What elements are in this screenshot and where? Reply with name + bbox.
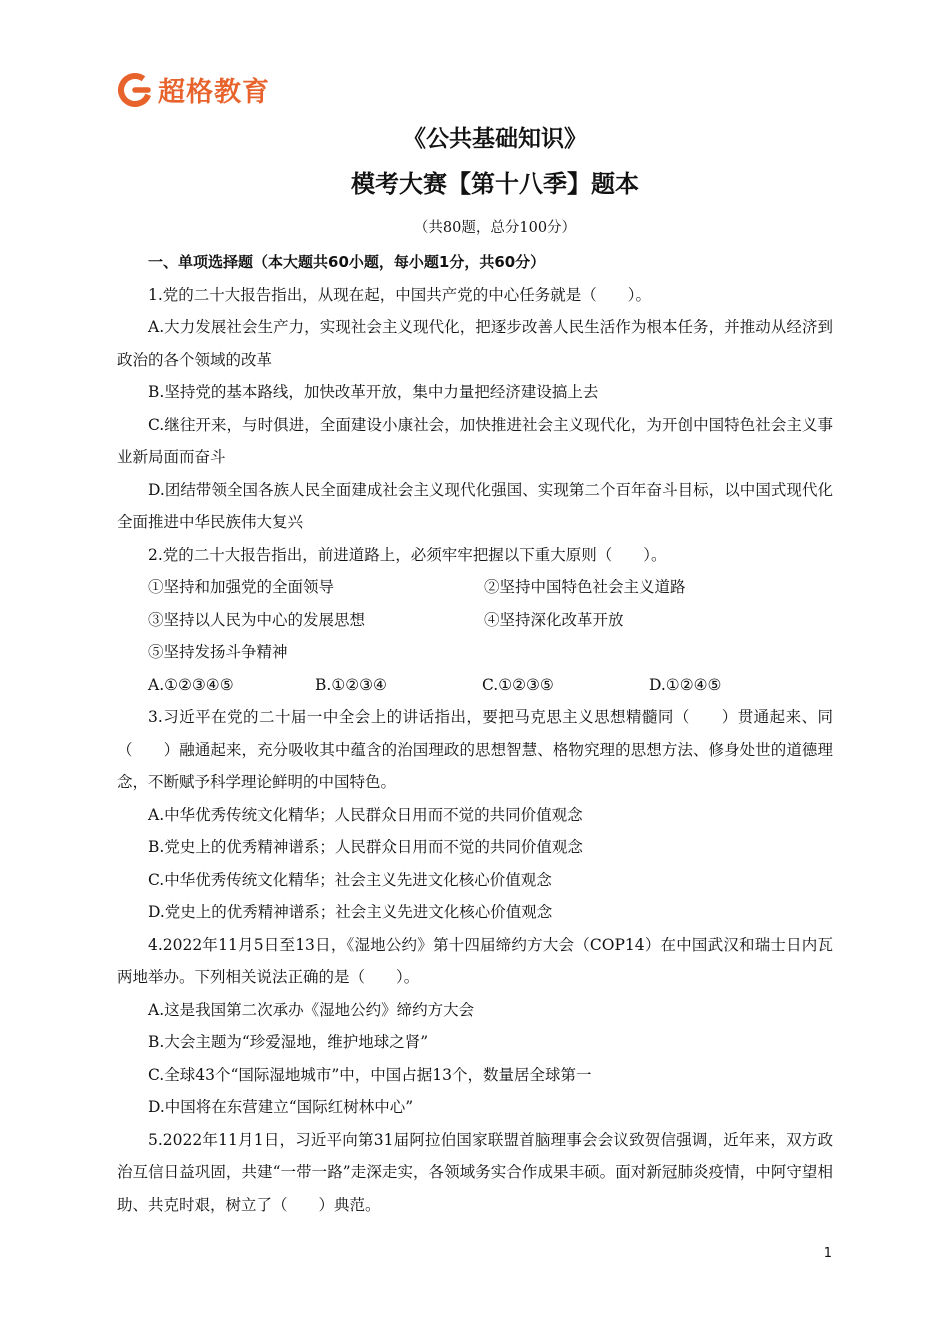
- question-1-option-b: B.坚持党的基本路线，加快改革开放，集中力量把经济建设搞上去: [148, 383, 599, 401]
- question-2-statement-3: ③坚持以人民为中心的发展思想: [148, 610, 366, 629]
- question-2-statements-row-1: [117, 571, 833, 604]
- question-2-options: [117, 669, 833, 702]
- question-3-option-c: C.中华优秀传统文化精华；社会主义先进文化核心价值观念: [148, 870, 552, 889]
- section-title: 一、单项选择题（本大题共60小题，每小题1分，共60分）: [148, 253, 546, 271]
- question-1-stem: 1.党的二十大报告指出，从现在起，中国共产党的中心任务就是（ ）。: [148, 285, 652, 304]
- question-2-stem: 2.党的二十大报告指出，前进道路上，必须牢牢把握以下重大原则（ ）。: [148, 545, 667, 564]
- question-4-option-b: B.大会主题为“珍爱湿地，维护地球之肾”: [148, 1033, 429, 1051]
- document-title: 《公共基础知识》: [403, 126, 587, 152]
- question-2-statement-2: ②坚持中国特色社会主义道路: [484, 578, 686, 596]
- question-1-option-a: A.大力发展社会生产力，实现社会主义现代化，把逐步改善人民生活作为根本任务，并推动从经济到政治的各个领域的改革: [117, 318, 833, 369]
- question-4-option-a: A.这是我国第二次承办《湿地公约》缔约方大会: [148, 1000, 475, 1019]
- question-3-option-a: A.中华优秀传统文化精华；人民群众日用而不觉的共同价值观念: [148, 805, 583, 824]
- page-number: 1: [823, 1246, 832, 1261]
- question-2-statement-1: ①坚持和加强党的全面领导: [148, 578, 335, 596]
- question-4-stem: 4.2022年11月5日至13日，《湿地公约》第十四届缔约方大会（COP14）在中国武汉和瑞士日内瓦两地举办。下列相关说法正确的是（ ）。: [117, 935, 833, 986]
- question-1-option-c: C.继往开来，与时俱进，全面建设小康社会，加快推进社会主义现代化，为开创中国特色社会主义事业新局面而奋斗: [117, 415, 833, 466]
- document-meta: （共80题，总分100分）: [413, 220, 577, 236]
- brand-name: 超格教育: [158, 77, 270, 108]
- brand-logo: [118, 70, 270, 109]
- question-list: [117, 246, 833, 1221]
- question-2-statement-5: ⑤坚持发扬斗争精神: [148, 643, 288, 661]
- question-4-option-c: C.全球43个“国际湿地城市”中，中国占据13个，数量居全球第一: [148, 1065, 592, 1084]
- question-3-option-d: D.党史上的优秀精神谱系；社会主义先进文化核心价值观念: [148, 903, 553, 921]
- brand-logo-icon: [118, 73, 152, 107]
- question-4-option-d: D.中国将在东营建立“国际红树林中心”: [148, 1098, 414, 1116]
- question-5-stem: 5.2022年11月1日，习近平向第31届阿拉伯国家联盟首脑理事会会议致贺信强调，近年来，双方政治互信日益巩固，共建“一带一路”走深走实，各领域务实合作成果丰硕。面对新冠肺炎疫情，中阿守望相助、共克时艰，树立了（ ）典范。: [117, 1130, 833, 1214]
- question-2-option-a: A.①②③④⑤: [148, 675, 234, 694]
- question-3-option-b: B.党史上的优秀精神谱系；人民群众日用而不觉的共同价值观念: [148, 838, 583, 856]
- question-3-stem: 3.习近平在党的二十届一中全会上的讲话指出，要把马克思主义思想精髓同（ ）贯通起来、同（ ）融通起来，充分吸收其中蕴含的治国理政的思想智慧、格物究理的思想方法、修身处世的道德理念，不断赋予科学理论鲜明的中国特色。: [117, 708, 833, 791]
- question-2-option-c: C.①②③⑤: [482, 675, 554, 694]
- question-2-statements-row-2: [117, 604, 833, 637]
- question-2-option-d: D.①②④⑤: [649, 675, 722, 694]
- question-2-option-b: B.①②③④: [315, 675, 387, 694]
- question-1-option-d: D.团结带领全国各族人民全面建成社会主义现代化强国、实现第二个百年奋斗目标，以中国式现代化全面推进中华民族伟大复兴: [117, 480, 833, 531]
- question-2-statement-4: ④坚持深化改革开放: [484, 610, 624, 629]
- document-subtitle: 模考大赛【第十八季】题本: [351, 170, 639, 198]
